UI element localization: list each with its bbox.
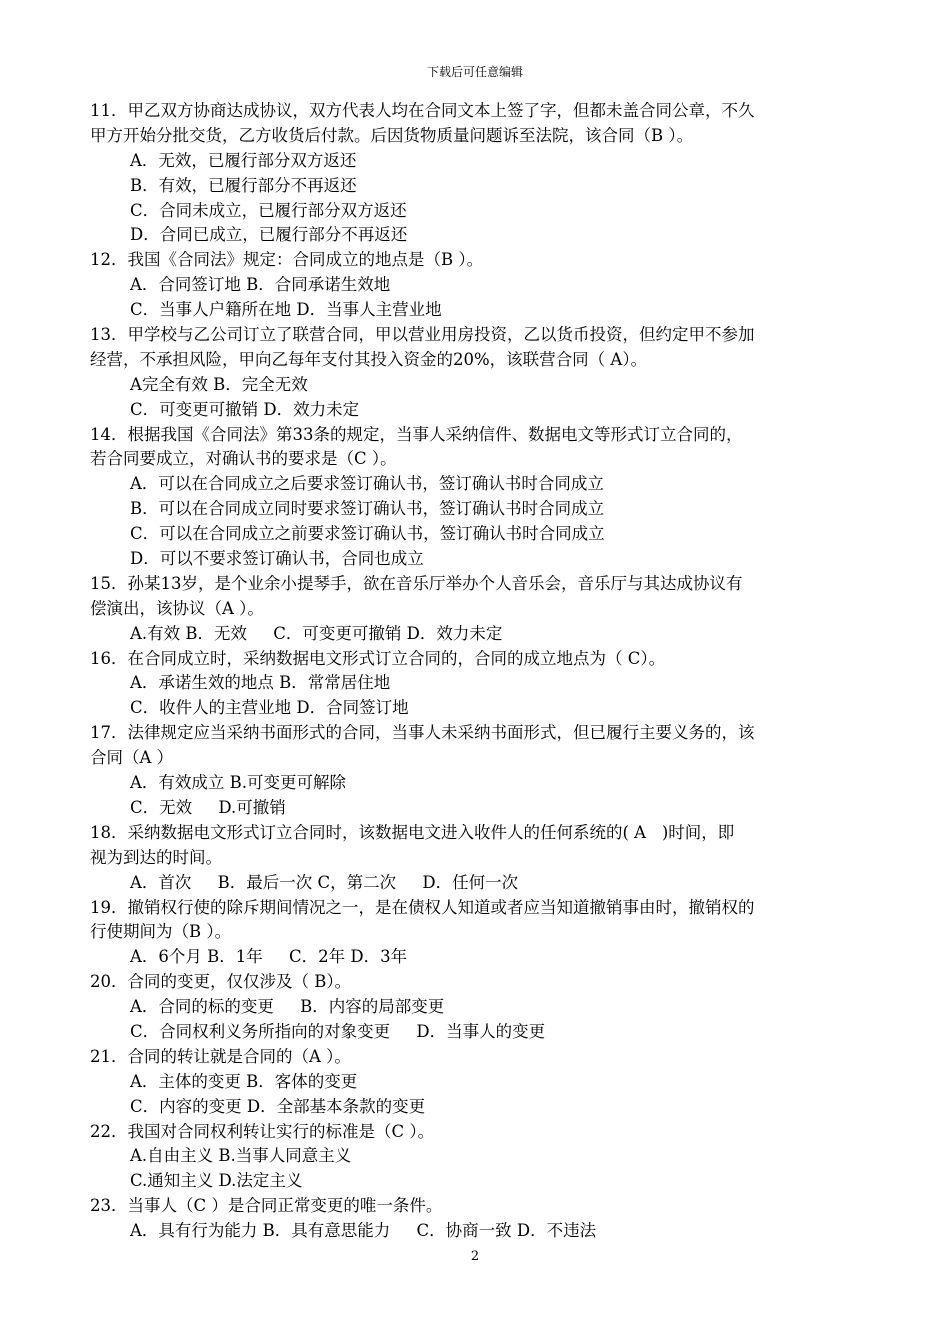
answer-option-line: C．可以在合同成立之前要求签订确认书，签订确认书时合同成立: [130, 524, 605, 544]
question-line: 经营，不承担风险，甲向乙每年支付其投入资金的20%，该联营合同（ A）。: [90, 349, 648, 369]
answer-option-line: A．承诺生效的地点 B．常常居住地: [130, 673, 391, 693]
answer-option-line: A．6个月 B．1年 C．2年 D．3年: [130, 947, 408, 967]
answer-option-line: A．主体的变更 B．客体的变更: [130, 1071, 358, 1091]
question-line: 20．合同的变更，仅仅涉及（ B）。: [90, 972, 352, 992]
answer-option-line: A.自由主义 B.当事人同意主义: [130, 1146, 352, 1166]
question-line: 14．根据我国《合同法》第33条的规定，当事人采纳信件、数据电文等形式订立合同的，: [90, 424, 743, 444]
answer-option-line: D．合同已成立，已履行部分不再返还: [130, 225, 408, 245]
document-body: [90, 99, 860, 1244]
question-line: 23．当事人（C ）是合同正常变更的唯一条件。: [90, 1196, 443, 1216]
answer-option-line: C．无效 D.可撤销: [130, 797, 286, 817]
question-line: 21．合同的转让就是合同的（A ）。: [90, 1046, 351, 1066]
question-line: 若合同要成立，对确认书的要求是（C ）。: [90, 449, 397, 469]
answer-option-line: A完全有效 B．完全无效: [130, 374, 308, 394]
question-line: 视为到达的时间。: [90, 847, 222, 867]
question-line: 13．甲学校与乙公司订立了联营合同，甲以营业用房投资，乙以货币投资，但约定甲不参加: [90, 325, 755, 345]
answer-option-line: C．当事人户籍所在地 D．当事人主营业地: [130, 300, 442, 320]
answer-option-line: A．合同的标的变更 B．内容的局部变更: [130, 997, 445, 1017]
question-line: 15．孙某13岁，是个业余小提琴手，欲在音乐厅举办个人音乐会，音乐厅与其达成协议有: [90, 573, 743, 593]
answer-option-line: B．有效，已履行部分不再返还: [130, 175, 357, 195]
answer-option-line: A．可以在合同成立之后要求签订确认书，签订确认书时合同成立: [130, 474, 604, 494]
page-number: 2: [470, 1249, 480, 1264]
question-line: 甲方开始分批交货，乙方收货后付款。后因货物质量问题诉至法院，该合同（B ）。: [90, 125, 694, 145]
answer-option-line: A．具有行为能力 B．具有意思能力 C．协商一致 D．不违法: [130, 1221, 597, 1241]
answer-option-line: A．有效成立 B.可变更可解除: [130, 773, 347, 793]
page-header: 下载后可任意编辑: [426, 65, 523, 79]
answer-option-line: C．合同未成立，已履行部分双方返还: [130, 200, 407, 220]
answer-option-line: A．合同签订地 B．合同承诺生效地: [130, 275, 391, 295]
question-line: 12．我国《合同法》规定：合同成立的地点是（B ）。: [90, 250, 484, 270]
question-line: 偿演出，该协议（A ）。: [90, 598, 264, 618]
question-line: 11．甲乙双方协商达成协议，双方代表人均在合同文本上签了字，但都未盖合同公章，不久: [90, 101, 755, 120]
answer-option-line: A．首次 B．最后一次 C，第二次 D．任何一次: [130, 872, 519, 892]
answer-option-line: C．可变更可撤销 D．效力未定: [130, 399, 360, 419]
question-line: 18．采纳数据电文形式订立合同时，该数据电文进入收件人的任何系统的( A )时间，即: [90, 822, 735, 842]
question-line: 行使期间为（B ）。: [90, 922, 232, 942]
answer-option-line: C．内容的变更 D．全部基本条款的变更: [130, 1096, 426, 1116]
question-line: 16．在合同成立时，采纳数据电文形式订立合同的，合同的成立地点为（ C）。: [90, 648, 666, 668]
question-line: 17．法律规定应当采纳书面形式的合同，当事人未采纳书面形式，但已履行主要义务的，该: [90, 723, 755, 743]
answer-option-line: A.有效 B．无效 C．可变更可撤销 D．效力未定: [130, 623, 503, 643]
question-line: 合同（A ）: [90, 748, 174, 768]
question-line: 19．撤销权行使的除斥期间情况之一，是在债权人知道或者应当知道撤销事由时，撤销权的: [90, 897, 755, 917]
answer-option-line: C．收件人的主营业地 D．合同签订地: [130, 698, 409, 718]
answer-option-line: A．无效，已履行部分双方返还: [130, 150, 357, 170]
answer-option-line: D．可以不要求签订确认书，合同也成立: [130, 549, 424, 569]
question-line: 22．我国对合同权利转让实行的标准是（C ）。: [90, 1121, 435, 1141]
answer-option-line: C．合同权利义务所指向的对象变更 D．当事人的变更: [130, 1021, 546, 1041]
answer-option-line: C.通知主义 D.法定主义: [130, 1171, 303, 1191]
answer-option-line: B．可以在合同成立同时要求签订确认书，签订确认书时合同成立: [130, 499, 605, 519]
